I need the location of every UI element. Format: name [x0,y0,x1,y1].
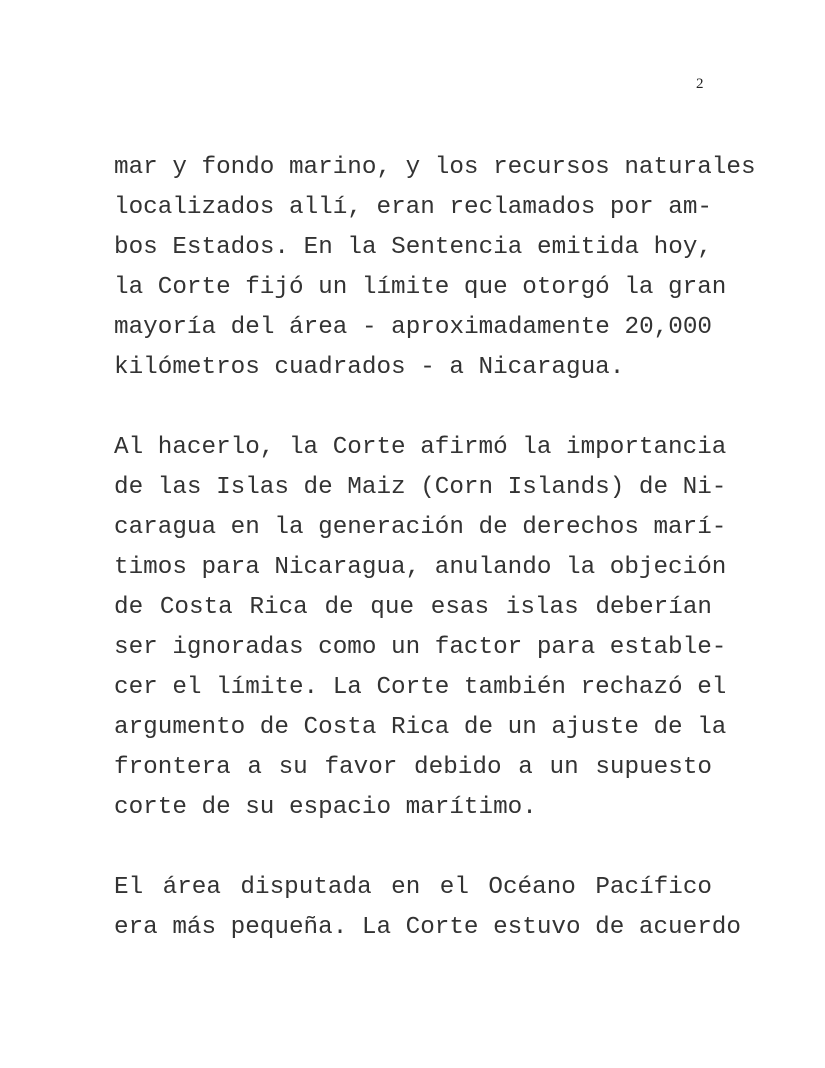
text-line: ser ignoradas como un factor para estable- [114,634,727,661]
text-line: Al hacerlo, la Corte afirmó la importancia [114,434,727,461]
text-line: localizados allí, eran reclamados por am- [114,194,712,221]
paragraph-3 [114,868,741,948]
text-line: mayoría del área - aproximadamente 20,000 [114,314,712,341]
text-line: El área disputada en el Océano Pacífico [114,874,712,901]
document-body [114,148,756,948]
page-number: 2 [696,76,704,92]
text-line: mar y fondo marino, y los recursos naturales [114,154,756,181]
text-line: de Costa Rica de que esas islas deberían [114,594,712,621]
paragraph-1 [114,148,756,388]
paragraph-gap [114,828,712,868]
text-line: timos para Nicaragua, anulando la objeción [114,554,727,581]
text-line: era más pequeña. La Corte estuvo de acuerdo [114,914,741,941]
text-line: cer el límite. La Corte también rechazó el [114,674,727,701]
text-line: frontera a su favor debido a un supuesto [114,754,712,781]
text-line: corte de su espacio marítimo. [114,794,537,821]
text-line: de las Islas de Maiz (Corn Islands) de Ni- [114,474,727,501]
text-line: kilómetros cuadrados - a Nicaragua. [114,354,625,381]
text-line: la Corte fijó un límite que otorgó la gran [114,274,727,301]
paragraph-2 [114,428,727,828]
text-line: argumento de Costa Rica de un ajuste de la [114,714,727,741]
text-line: bos Estados. En la Sentencia emitida hoy, [114,234,712,261]
paragraph-gap [114,388,712,428]
text-line: caragua en la generación de derechos marí- [114,514,727,541]
